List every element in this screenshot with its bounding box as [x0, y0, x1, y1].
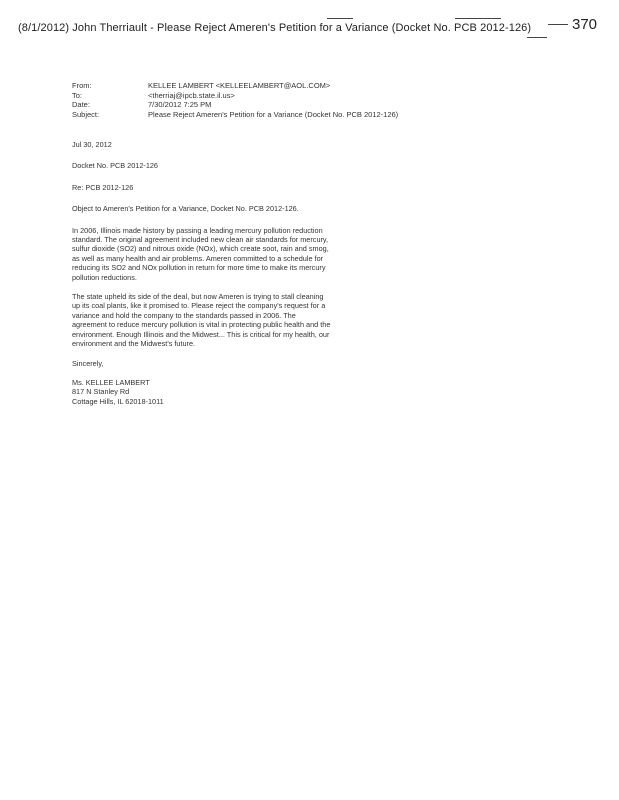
to-row: [72, 91, 398, 101]
to-value: <therriaj@ipcb.state.il.us>: [148, 90, 235, 100]
scan-mark: [455, 18, 501, 19]
date-label: Date:: [72, 100, 90, 109]
document-header: (8/1/2012) John Therriault - Please Reject Ameren's Petition for a Variance (Docket No. PCB 2012-126): [18, 22, 532, 34]
re-line: Re: PCB 2012-126: [72, 182, 134, 192]
page-number: 370: [572, 16, 598, 33]
from-value: KELLEE LAMBERT <KELLEELAMBERT@AOL.COM>: [148, 81, 331, 90]
paragraph-2: The state upheld its side of the deal, but now Ameren is trying to stall cleaning up its coal plants, like it promised to. Please reject the company's request for a variance and hold the company to the standards passed in 2006. The agreement to reduce mercury pollution is vital in protecting public health and the environment. Enough Illinois and the Midwest... This is critical for my health, our environment and the Midwest's future.: [72, 292, 331, 349]
signature-address: 817 N Stanley Rd: [72, 387, 130, 397]
from-label: From:: [72, 81, 92, 90]
scan-mark: [548, 24, 568, 25]
opening-line: Object to Ameren's Petition for a Variance, Docket No. PCB 2012-126.: [72, 204, 299, 214]
signature-name: Ms. KELLEE LAMBERT: [72, 377, 150, 387]
signature-city: Cottage Hills, IL 62018-1011: [72, 396, 164, 406]
docket-line: Docket No. PCB 2012-126: [72, 161, 158, 171]
subject-value: Please Reject Ameren's Petition for a Variance (Docket No. PCB 2012-126): [148, 109, 399, 119]
letter-date: Jul 30, 2012: [72, 140, 112, 149]
closing-line: Sincerely,: [72, 358, 104, 368]
subject-label: Subject:: [72, 109, 100, 119]
date-value: 7/30/2012 7:25 PM: [148, 100, 212, 109]
scan-mark: [527, 37, 547, 38]
to-label: To:: [72, 90, 83, 100]
paragraph-1: In 2006, Illinois made history by passing a leading mercury pollution reduction standard. The original agreement included new clean air standards for mercury, sulfur dioxide (SO2) and nitrous oxide (NOx), which create soot, rain and smog, as well as many health and air problems. Ameren committed to a schedule for reducing its SO2 and NOx pollution in return for more time to make its mercury pollution reductions.: [72, 225, 329, 282]
email-metadata: [72, 81, 398, 119]
letter-body: [72, 140, 332, 406]
from-row: [72, 81, 398, 91]
subject-row: [72, 110, 398, 120]
date-row: [72, 100, 398, 110]
scan-mark: [327, 18, 353, 19]
